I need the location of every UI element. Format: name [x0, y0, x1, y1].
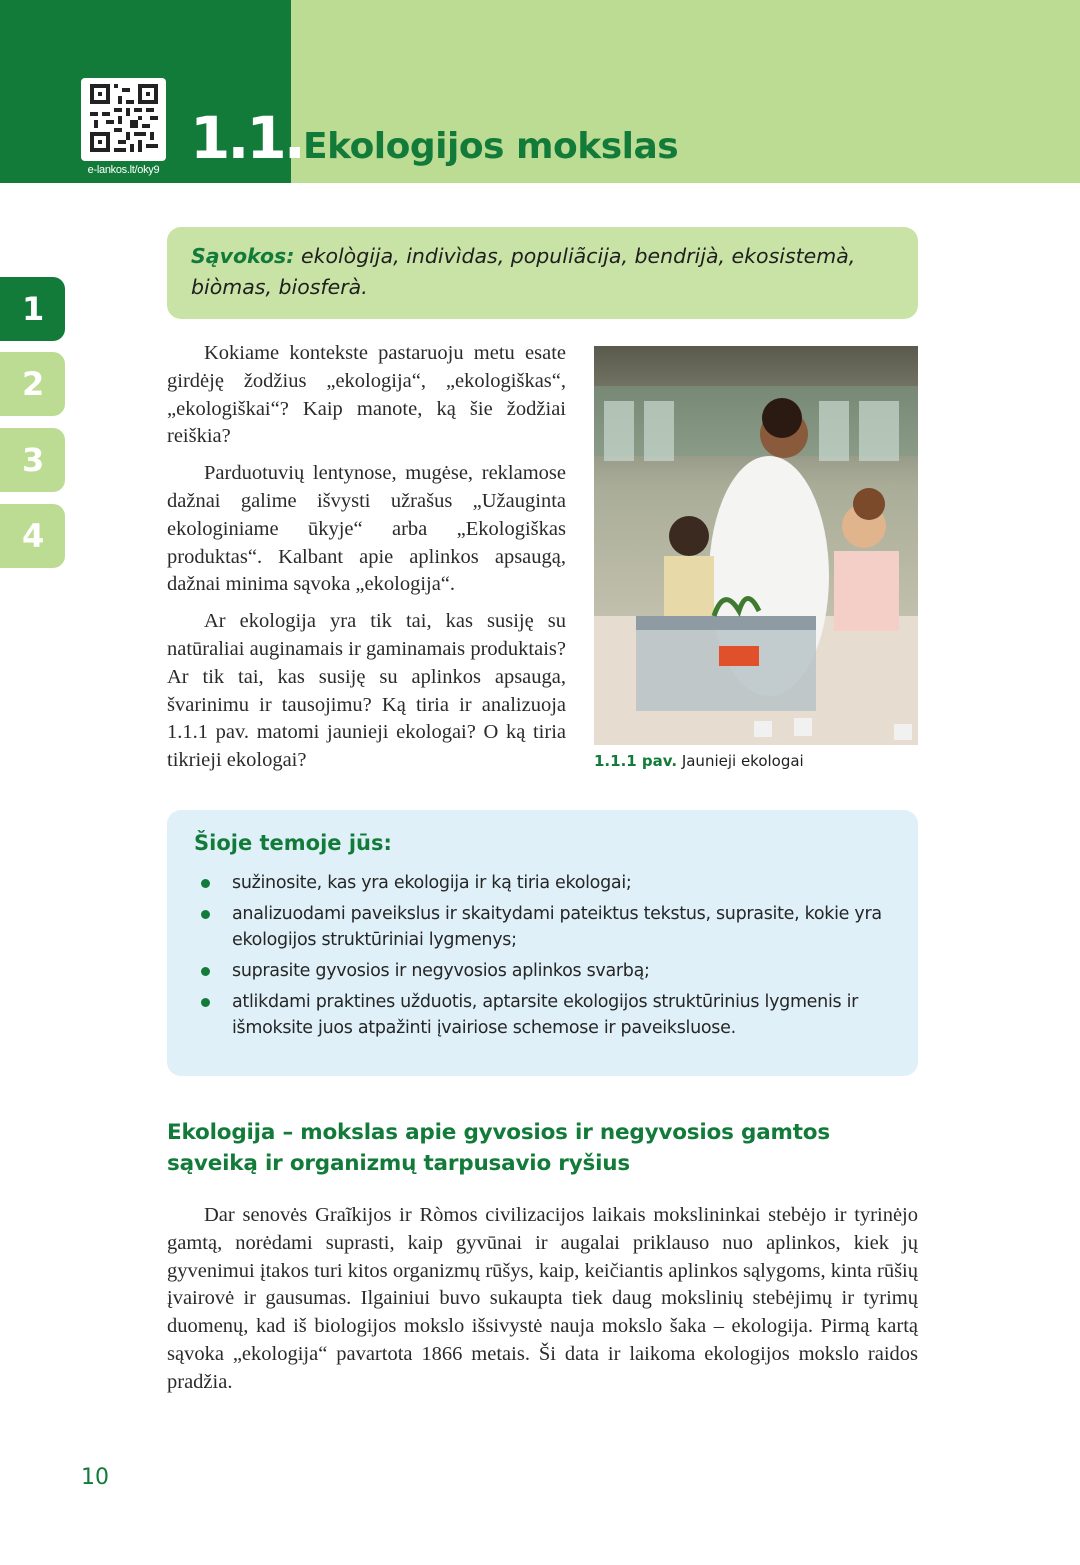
section-number: 1.1.: [190, 104, 303, 172]
chapter-tab-4[interactable]: 4: [0, 504, 65, 568]
concepts-label: Sąvokos:: [191, 244, 295, 268]
bullet-icon: [201, 910, 210, 919]
figure-caption: [594, 752, 804, 770]
bullet-icon: [201, 998, 210, 1007]
goals-title: Šioje temoje jūs:: [194, 831, 392, 855]
goal-text: atlikdami praktines užduotis, aptarsite ekologijos struktūrinius lygmenis ir išmoksite juos atpažinti įvairiose schemose ir paveiksluose.: [232, 992, 859, 1038]
bullet-icon: [201, 879, 210, 888]
goal-text: suprasite gyvosios ir negyvosios aplinkos svarbą;: [232, 961, 650, 981]
qr-url[interactable]: e-lankos.lt/oky9: [87, 164, 160, 176]
goal-item: [194, 870, 892, 896]
figure-photo: [594, 346, 918, 745]
concepts-text: ekològija, indivìdas, populiãcija, bendrijà, ekosistemà, biòmas, biosferà.: [191, 244, 856, 299]
section-body: [167, 1202, 918, 1406]
goal-item: [194, 901, 892, 953]
page-title: Ekologijos mokslas: [303, 126, 679, 167]
bullet-icon: [201, 967, 210, 976]
goals-list: [194, 870, 892, 1041]
classroom-photo-illustration: [594, 346, 918, 745]
goal-item: [194, 989, 892, 1041]
goal-text: analizuodami paveikslus ir skaitydami pateiktus tekstus, suprasite, kokie yra ekologijos struktūriniai lygmenys;: [232, 904, 882, 950]
qr-code-icon: [90, 84, 158, 152]
figure-number: 1.1.1 pav.: [594, 752, 678, 770]
chapter-tab-2[interactable]: 2: [0, 352, 65, 416]
qr-code[interactable]: [81, 78, 166, 161]
intro-paragraph: Ar ekologija yra tik tai, kas susiję su natūraliai auginamais ir gaminamais produktais? Ar tik tai, kas susiję su aplinkos apsauga, švarinimu ir tausojimu? Ką tiria ir analizuoja 1.1.1 pav. matomi jaunieji ekologai? O ką tiria tikrieji ekologai?: [167, 610, 566, 772]
section-paragraph: Dar senovės Graĩkijos ir Ròmos civilizacijos laikais mokslininkai stebėjo ir tyrinėjo gamtą, norėdami suprasti, kaip gyvūnai ir augalai priklauso nuo aplinkos, kiek jų gyvenimui įtakos turi kitos organizmų rūšys, kaip, keičiantis aplinkos sąlygoms, kinta rūšių įvairovė ir gausumas. Ilgainiui buvo sukaupta tiek daug mokslinių stebėjimų ir tyrimų duomenų, kad iš biologijos mokslo išsivystė nauja mokslo šaka – ekologija. Pirmą kartą sąvoka „ekologija“ pavartota 1866 metais. Ši data ir laikoma ekologijos mokslo raidos pradžia.: [167, 1204, 918, 1393]
intro-paragraph: Parduotuvių lentynose, mugėse, reklamose dažnai galime išvysti užrašus „Užauginta ekologiniame ūkyje“ arba „Ekologiškas produktas“. Kalbant apie aplinkos apsaugą, dažnai minima sąvoka „ekologija“.: [167, 462, 566, 596]
section-heading: Ekologija – mokslas apie gyvosios ir negyvosios gamtos sąveiką ir organizmų tarpusavio ryšius: [167, 1120, 830, 1176]
page-number: 10: [81, 1465, 109, 1490]
figure-caption-text: Jaunieji ekologai: [677, 752, 804, 770]
chapter-tab-1[interactable]: 1: [0, 277, 65, 341]
chapter-tab-3[interactable]: 3: [0, 428, 65, 492]
intro-paragraph: Kokiame kontekste pastaruoju metu esate girdėję žodžius „ekologija“, „ekologiškas“, „ekologiškai“? Kaip manote, ką šie žodžiai reiškia?: [167, 342, 566, 448]
concepts-box: [167, 227, 918, 319]
goals-box: [167, 810, 918, 1076]
goal-text: sužinosite, kas yra ekologija ir ką tiria ekologai;: [232, 873, 632, 893]
goal-item: [194, 958, 892, 984]
intro-column: [167, 340, 566, 784]
